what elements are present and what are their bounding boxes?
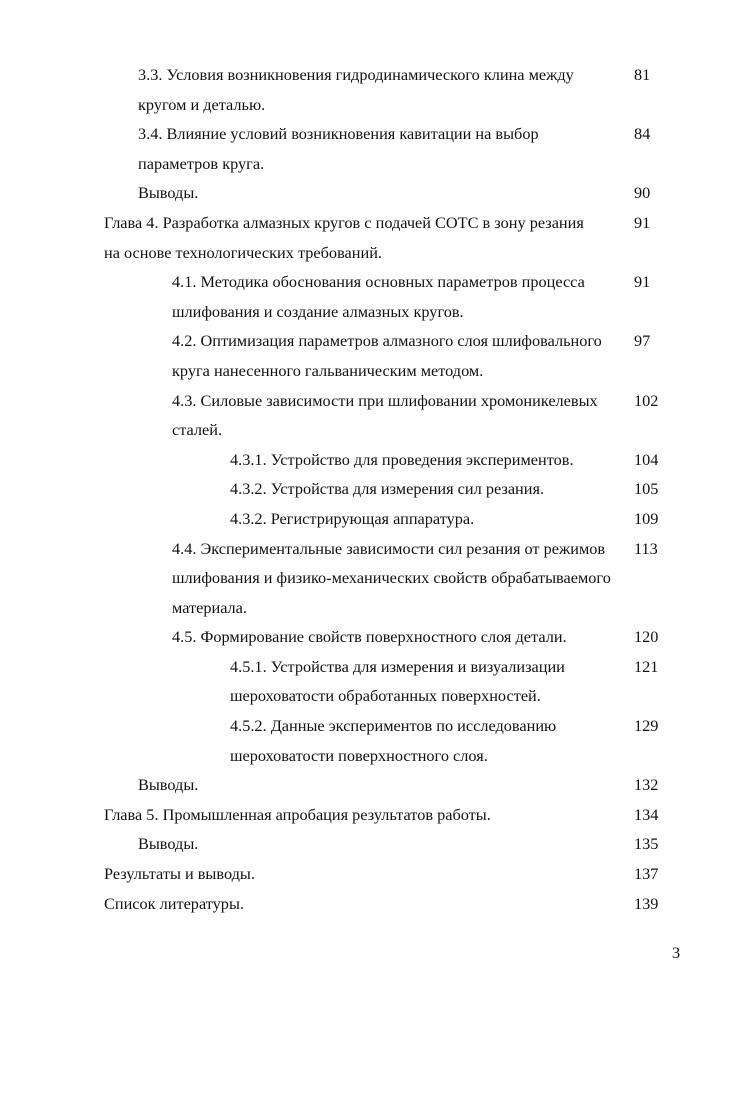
page-number: 3	[672, 943, 681, 962]
toc-entry-title: Глава 4. Разработка алмазных кругов с подачей СОТС в зону резания	[104, 212, 584, 232]
toc-entry-title: 4.5. Формирование свойств поверхностного слоя детали.	[172, 627, 567, 647]
toc-entry-page: 134	[634, 804, 659, 824]
toc-entry-title-continuation: на основе технологических требований.	[104, 242, 382, 262]
toc-entry-title-continuation: шероховатости поверхностного слоя.	[230, 745, 488, 765]
toc-entry-title: Выводы.	[138, 775, 199, 795]
toc-entry-page: 97	[634, 331, 651, 351]
toc-entry-title-continuation: кругом и деталью.	[138, 94, 266, 114]
toc-entry-title: Выводы.	[138, 834, 199, 854]
toc-entry	[0, 326, 733, 385]
toc-entry-page: 113	[634, 538, 658, 558]
toc-entry-page: 81	[634, 65, 651, 84]
toc-entry-page: 137	[634, 864, 659, 884]
toc-entry-title: 4.5.2. Данные экспериментов по исследованию	[230, 716, 557, 736]
toc-entry-title: Выводы.	[138, 183, 199, 203]
toc-entry-title-continuation: сталей.	[172, 420, 223, 440]
toc-entry-title-continuation: шероховатости обработанных поверхностей.	[230, 686, 541, 706]
toc-entry-title: 4.4. Экспериментальные зависимости сил резания от режимов	[172, 538, 606, 558]
toc-entry-page: 129	[634, 716, 659, 736]
toc-entry-page: 121	[634, 656, 659, 676]
toc-entry-title-continuation: шлифования и физико-механических свойств обрабатываемого	[172, 568, 611, 588]
toc-entry-title-continuation: параметров круга.	[138, 153, 265, 173]
toc-entry-title: 4.3. Силовые зависимости при шлифовании хромоникелевых	[172, 390, 598, 410]
toc-entry-title: Список литературы.	[104, 893, 244, 913]
toc-entry	[0, 711, 733, 770]
toc-entry-page: 105	[634, 479, 659, 499]
toc-entry	[0, 770, 733, 800]
toc-entry-page: 109	[634, 508, 659, 528]
toc-entry	[0, 534, 733, 623]
toc-entry-title: 4.2. Оптимизация параметров алмазного слоя шлифовального	[172, 331, 602, 351]
toc-entry-page: 139	[634, 893, 659, 913]
toc-entry-page: 90	[634, 183, 651, 203]
toc-entry-title: Глава 5. Промышленная апробация результатов работы.	[104, 804, 491, 824]
toc-entry-page: 102	[634, 390, 659, 410]
toc-entry-title: 3.4. Влияние условий возникновения кавитации на выбор	[138, 124, 539, 144]
toc-entry	[0, 829, 733, 859]
toc-entry	[0, 800, 733, 830]
toc-entry	[0, 474, 733, 504]
toc-entry	[0, 208, 733, 267]
toc-entry-page: 104	[634, 449, 659, 469]
toc-entry	[0, 267, 733, 326]
toc-entry	[0, 859, 733, 889]
toc-entry-page: 132	[634, 775, 659, 795]
toc-entry-title: 3.3. Условия возникновения гидродинамического клина между	[138, 65, 574, 84]
toc-entry-title: 4.3.1. Устройство для проведения экспериментов.	[230, 449, 574, 469]
toc-entry-page: 84	[634, 124, 651, 144]
toc-entry-page: 135	[634, 834, 659, 854]
toc-entry	[0, 652, 733, 711]
toc-entry	[0, 622, 733, 652]
toc-entry-title: 4.5.1. Устройства для измерения и визуализации	[230, 656, 565, 676]
toc-entry-title: 4.3.2. Устройства для измерения сил резания.	[230, 479, 545, 499]
toc-entry-title-continuation: круга нанесенного гальваническим методом.	[172, 360, 484, 380]
toc-entry	[0, 386, 733, 445]
toc-entry	[0, 445, 733, 475]
toc-entry-title-continuation: материала.	[172, 597, 247, 617]
toc-entry-title-continuation: шлифования и создание алмазных кругов.	[172, 301, 464, 321]
toc-entry	[0, 178, 733, 208]
toc-entry-page: 91	[634, 272, 651, 292]
toc-entry	[0, 504, 733, 534]
toc-entry	[0, 889, 733, 919]
toc-entry-page: 91	[634, 212, 651, 232]
toc-entry-title: Результаты и выводы.	[104, 864, 255, 884]
table-of-contents	[0, 60, 733, 918]
toc-entry-title: 4.1. Методика обоснования основных параметров процесса	[172, 272, 585, 292]
toc-entry	[0, 60, 733, 119]
toc-entry	[0, 119, 733, 178]
toc-entry-page: 120	[634, 627, 659, 647]
toc-entry-title: 4.3.2. Регистрирующая аппаратура.	[230, 508, 475, 528]
